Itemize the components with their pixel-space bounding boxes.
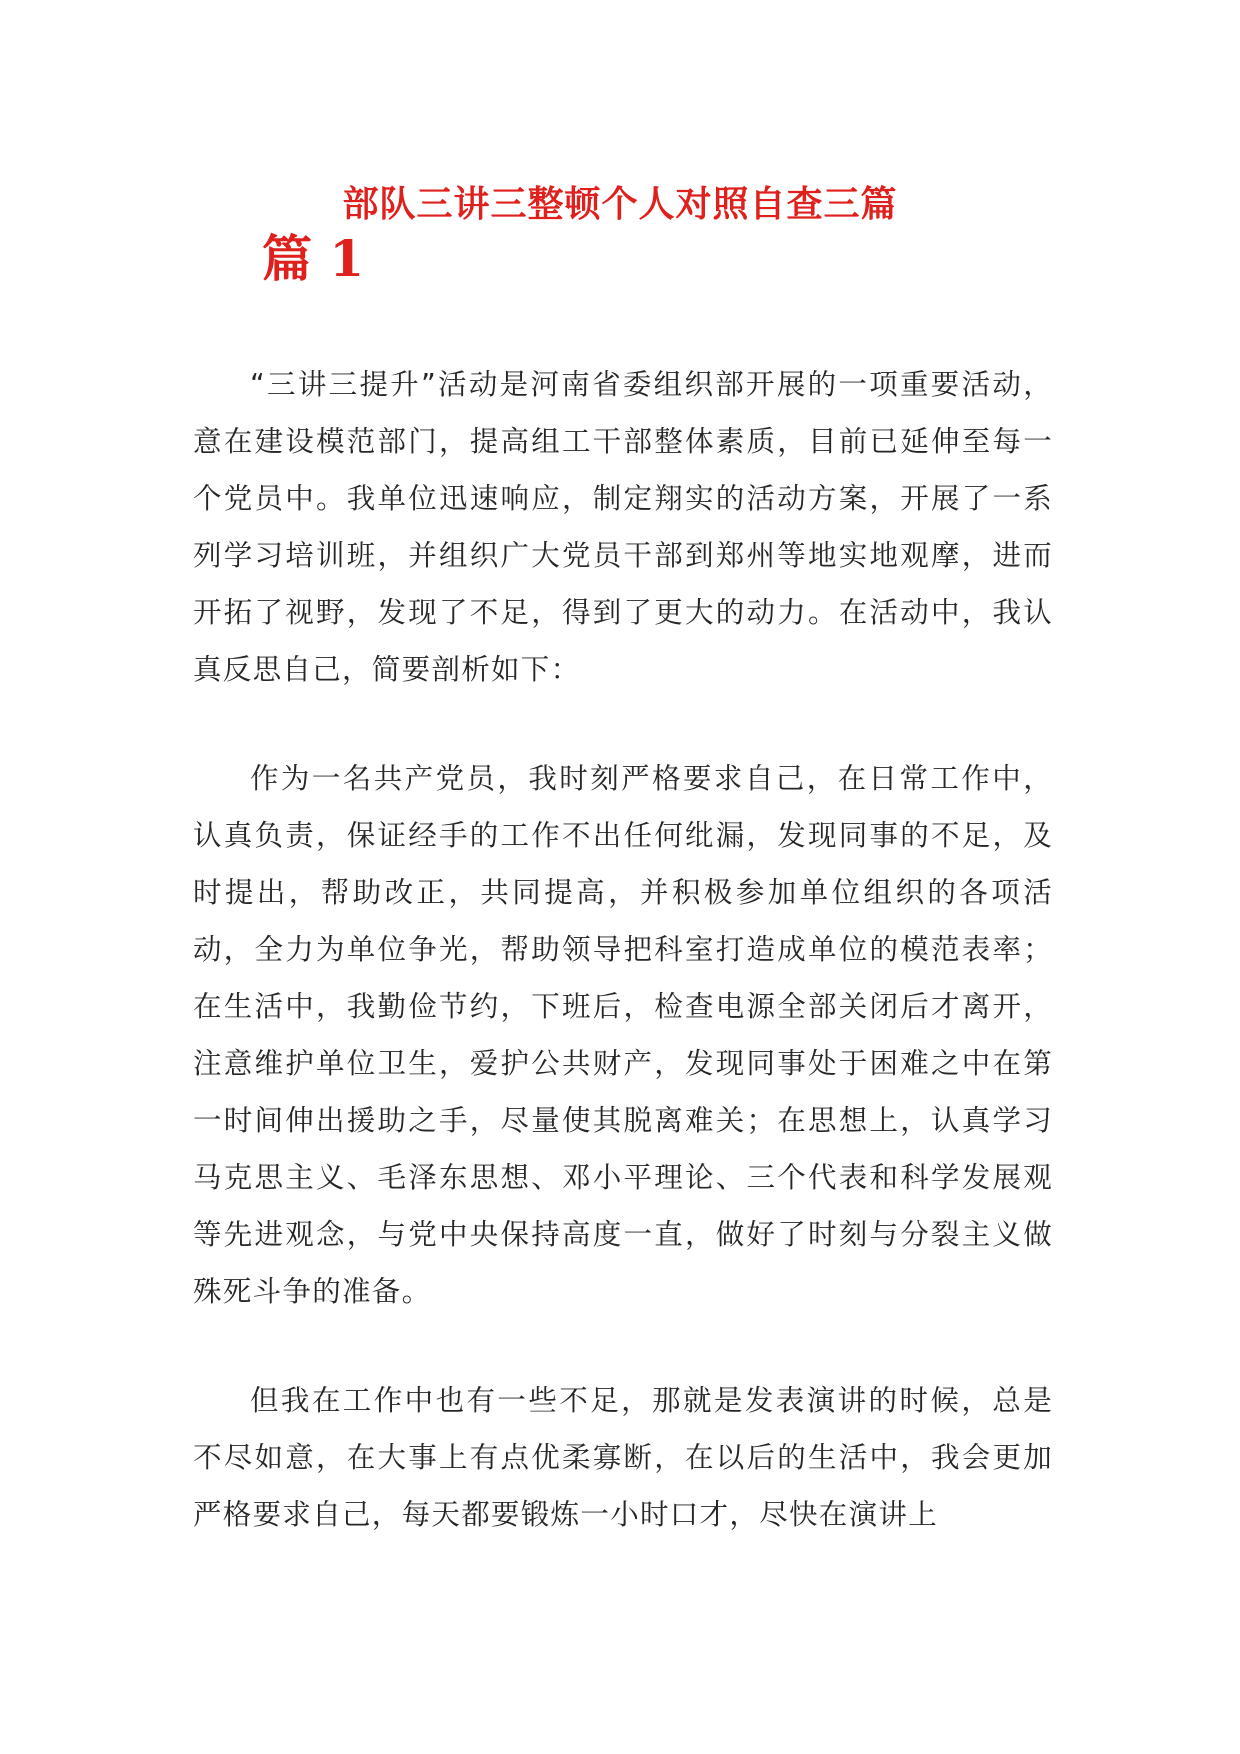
paragraph-3: 但我在工作中也有一些不足，那就是发表演讲的时候，总是不尽如意，在大事上有点优柔寡断，在以后的生活中，我会更加严格要求自己，每天都要锻炼一小时口才，尽快在演讲上	[193, 1384, 1053, 1531]
paragraph-2: 作为一名共产党员，我时刻严格要求自己，在日常工作中，认真负责，保证经手的工作不出任何纰漏，发现同事的不足，及时提出，帮助改正，共同提高，并积极参加单位组织的各项活动，全力为单位争光，帮助领导把科室打造成单位的模范表率；在生活中，我勤俭节约，下班后，检查电源全部关闭后才离开，注意维护单位卫生，爱护公共财产，发现同事处于困难之中在第一时间伸出援助之手，尽量使其脱离难关；在思想上，认真学习马克思主义、毛泽东思想、邓小平理论、三个代表和科学发展观等先进观念，与党中央保持高度一直，做好了时刻与分裂主义做殊死斗争的准备。	[193, 762, 1053, 1308]
document-title: 部队三讲三整顿个人对照自查三篇	[342, 183, 898, 226]
section-heading: 篇 1	[262, 229, 365, 288]
document-body	[193, 356, 1053, 1543]
paragraph-1: “三讲三提升”活动是河南省委组织部开展的一项重要活动，意在建设模范部门，提高组工干部整体素质，目前已延伸至每一个党员中。我单位迅速响应，制定翔实的活动方案，开展了一系列学习培训班，并组织广大党员干部到郑州等地实地观摩，进而开拓了视野，发现了不足，得到了更大的动力。在活动中，我认真反思自己，简要剖析如下：	[193, 368, 1053, 686]
